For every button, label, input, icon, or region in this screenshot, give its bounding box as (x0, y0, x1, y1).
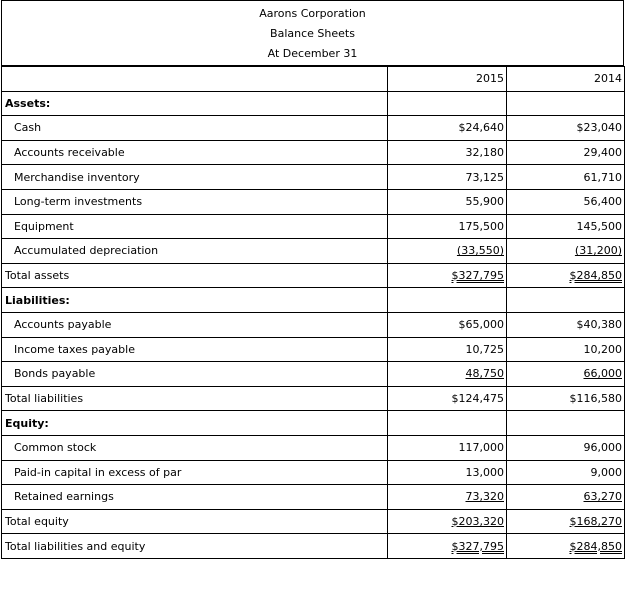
value-2015 (388, 214, 507, 239)
value-2014 (507, 288, 625, 313)
row-label: Retained earnings (2, 485, 388, 510)
row-label: Merchandise inventory (2, 165, 388, 190)
section-label: Assets: (2, 91, 388, 116)
value-2015 (388, 239, 507, 264)
amount: 13,000 (465, 465, 504, 479)
amount: 96,000 (583, 441, 622, 455)
value-2014 (507, 140, 625, 165)
company-name: Aarons Corporation (259, 7, 366, 20)
value-2014 (507, 362, 625, 387)
value-2015 (388, 337, 507, 362)
row-label: Equipment (2, 214, 388, 239)
section-row (2, 91, 625, 116)
balance-sheet (1, 0, 624, 559)
value-2014 (507, 165, 625, 190)
amount: $203,320 (451, 514, 504, 528)
amount: (31,200) (574, 244, 622, 258)
row-label: Income taxes payable (2, 337, 388, 362)
row-label: Common stock (2, 435, 388, 460)
value-2014 (507, 485, 625, 510)
line-item-row (2, 362, 625, 387)
total-row (2, 263, 625, 288)
amount: 145,500 (576, 219, 622, 233)
line-item-row (2, 214, 625, 239)
amount: 10,725 (465, 342, 504, 356)
amount: 175,500 (458, 219, 504, 233)
amount: 55,900 (465, 195, 504, 209)
row-label: Total equity (2, 509, 388, 534)
amount: 73,125 (465, 170, 504, 184)
line-item-row (2, 239, 625, 264)
section-row (2, 288, 625, 313)
value-2015 (388, 435, 507, 460)
amount: $65,000 (458, 318, 504, 332)
row-label: Accounts receivable (2, 140, 388, 165)
total-row (2, 509, 625, 534)
value-2014 (507, 312, 625, 337)
amount: 63,270 (583, 490, 622, 504)
row-label: Total assets (2, 263, 388, 288)
amount: 66,000 (583, 367, 622, 381)
value-2015 (388, 263, 507, 288)
value-2014 (507, 189, 625, 214)
amount: $284,850 (569, 539, 622, 553)
amount: 117,000 (458, 441, 504, 455)
total-row (2, 534, 625, 559)
row-label: Accounts payable (2, 312, 388, 337)
amount: $23,040 (576, 121, 622, 135)
amount: 73,320 (465, 490, 504, 504)
value-2015 (388, 460, 507, 485)
value-2015 (388, 485, 507, 510)
line-item-row (2, 116, 625, 141)
line-item-row (2, 165, 625, 190)
line-item-row (2, 189, 625, 214)
value-2014 (507, 435, 625, 460)
amount: (33,550) (456, 244, 504, 258)
amount: 9,000 (590, 465, 622, 479)
statement-header (1, 0, 624, 66)
value-2015 (388, 288, 507, 313)
line-item-row (2, 312, 625, 337)
value-2014 (507, 460, 625, 485)
amount: 29,400 (583, 146, 622, 160)
value-2015 (388, 312, 507, 337)
value-2015 (388, 509, 507, 534)
value-2014 (507, 239, 625, 264)
amount: $327,795 (451, 269, 504, 283)
column-header-2014: 2014 (507, 67, 625, 92)
value-2015 (388, 534, 507, 559)
line-item-row (2, 337, 625, 362)
row-label: Total liabilities (2, 386, 388, 411)
amount: $327,795 (451, 539, 504, 553)
row-label: Accumulated depreciation (2, 239, 388, 264)
value-2015 (388, 91, 507, 116)
value-2014 (507, 337, 625, 362)
amount: 48,750 (465, 367, 504, 381)
value-2015 (388, 411, 507, 436)
value-2014 (507, 534, 625, 559)
value-2014 (507, 386, 625, 411)
line-item-row (2, 435, 625, 460)
amount: $168,270 (569, 514, 622, 528)
section-row (2, 411, 625, 436)
value-2014 (507, 411, 625, 436)
column-header-2015: 2015 (388, 67, 507, 92)
value-2014 (507, 116, 625, 141)
amount: 61,710 (583, 170, 622, 184)
amount: $40,380 (576, 318, 622, 332)
amount: 10,200 (583, 342, 622, 356)
label-column-header (2, 67, 388, 92)
amount: 32,180 (465, 146, 504, 160)
row-label: Bonds payable (2, 362, 388, 387)
value-2014 (507, 509, 625, 534)
section-label: Liabilities: (2, 288, 388, 313)
amount: $116,580 (569, 392, 622, 406)
value-2014 (507, 91, 625, 116)
line-item-row (2, 140, 625, 165)
statement-date: At December 31 (267, 47, 358, 60)
value-2015 (388, 165, 507, 190)
amount: $284,850 (569, 269, 622, 283)
value-2015 (388, 140, 507, 165)
value-2015 (388, 116, 507, 141)
row-label: Cash (2, 116, 388, 141)
total-row (2, 386, 625, 411)
row-label: Paid-in capital in excess of par (2, 460, 388, 485)
value-2014 (507, 214, 625, 239)
row-label: Total liabilities and equity (2, 534, 388, 559)
line-item-row (2, 485, 625, 510)
column-header-row (2, 67, 625, 92)
line-item-row (2, 460, 625, 485)
value-2014 (507, 263, 625, 288)
row-label: Long-term investments (2, 189, 388, 214)
amount: $124,475 (451, 392, 504, 406)
value-2015 (388, 386, 507, 411)
amount: 56,400 (583, 195, 622, 209)
value-2015 (388, 189, 507, 214)
value-2015 (388, 362, 507, 387)
balance-table (1, 66, 625, 559)
amount: $24,640 (458, 121, 504, 135)
statement-title: Balance Sheets (270, 27, 355, 40)
section-label: Equity: (2, 411, 388, 436)
